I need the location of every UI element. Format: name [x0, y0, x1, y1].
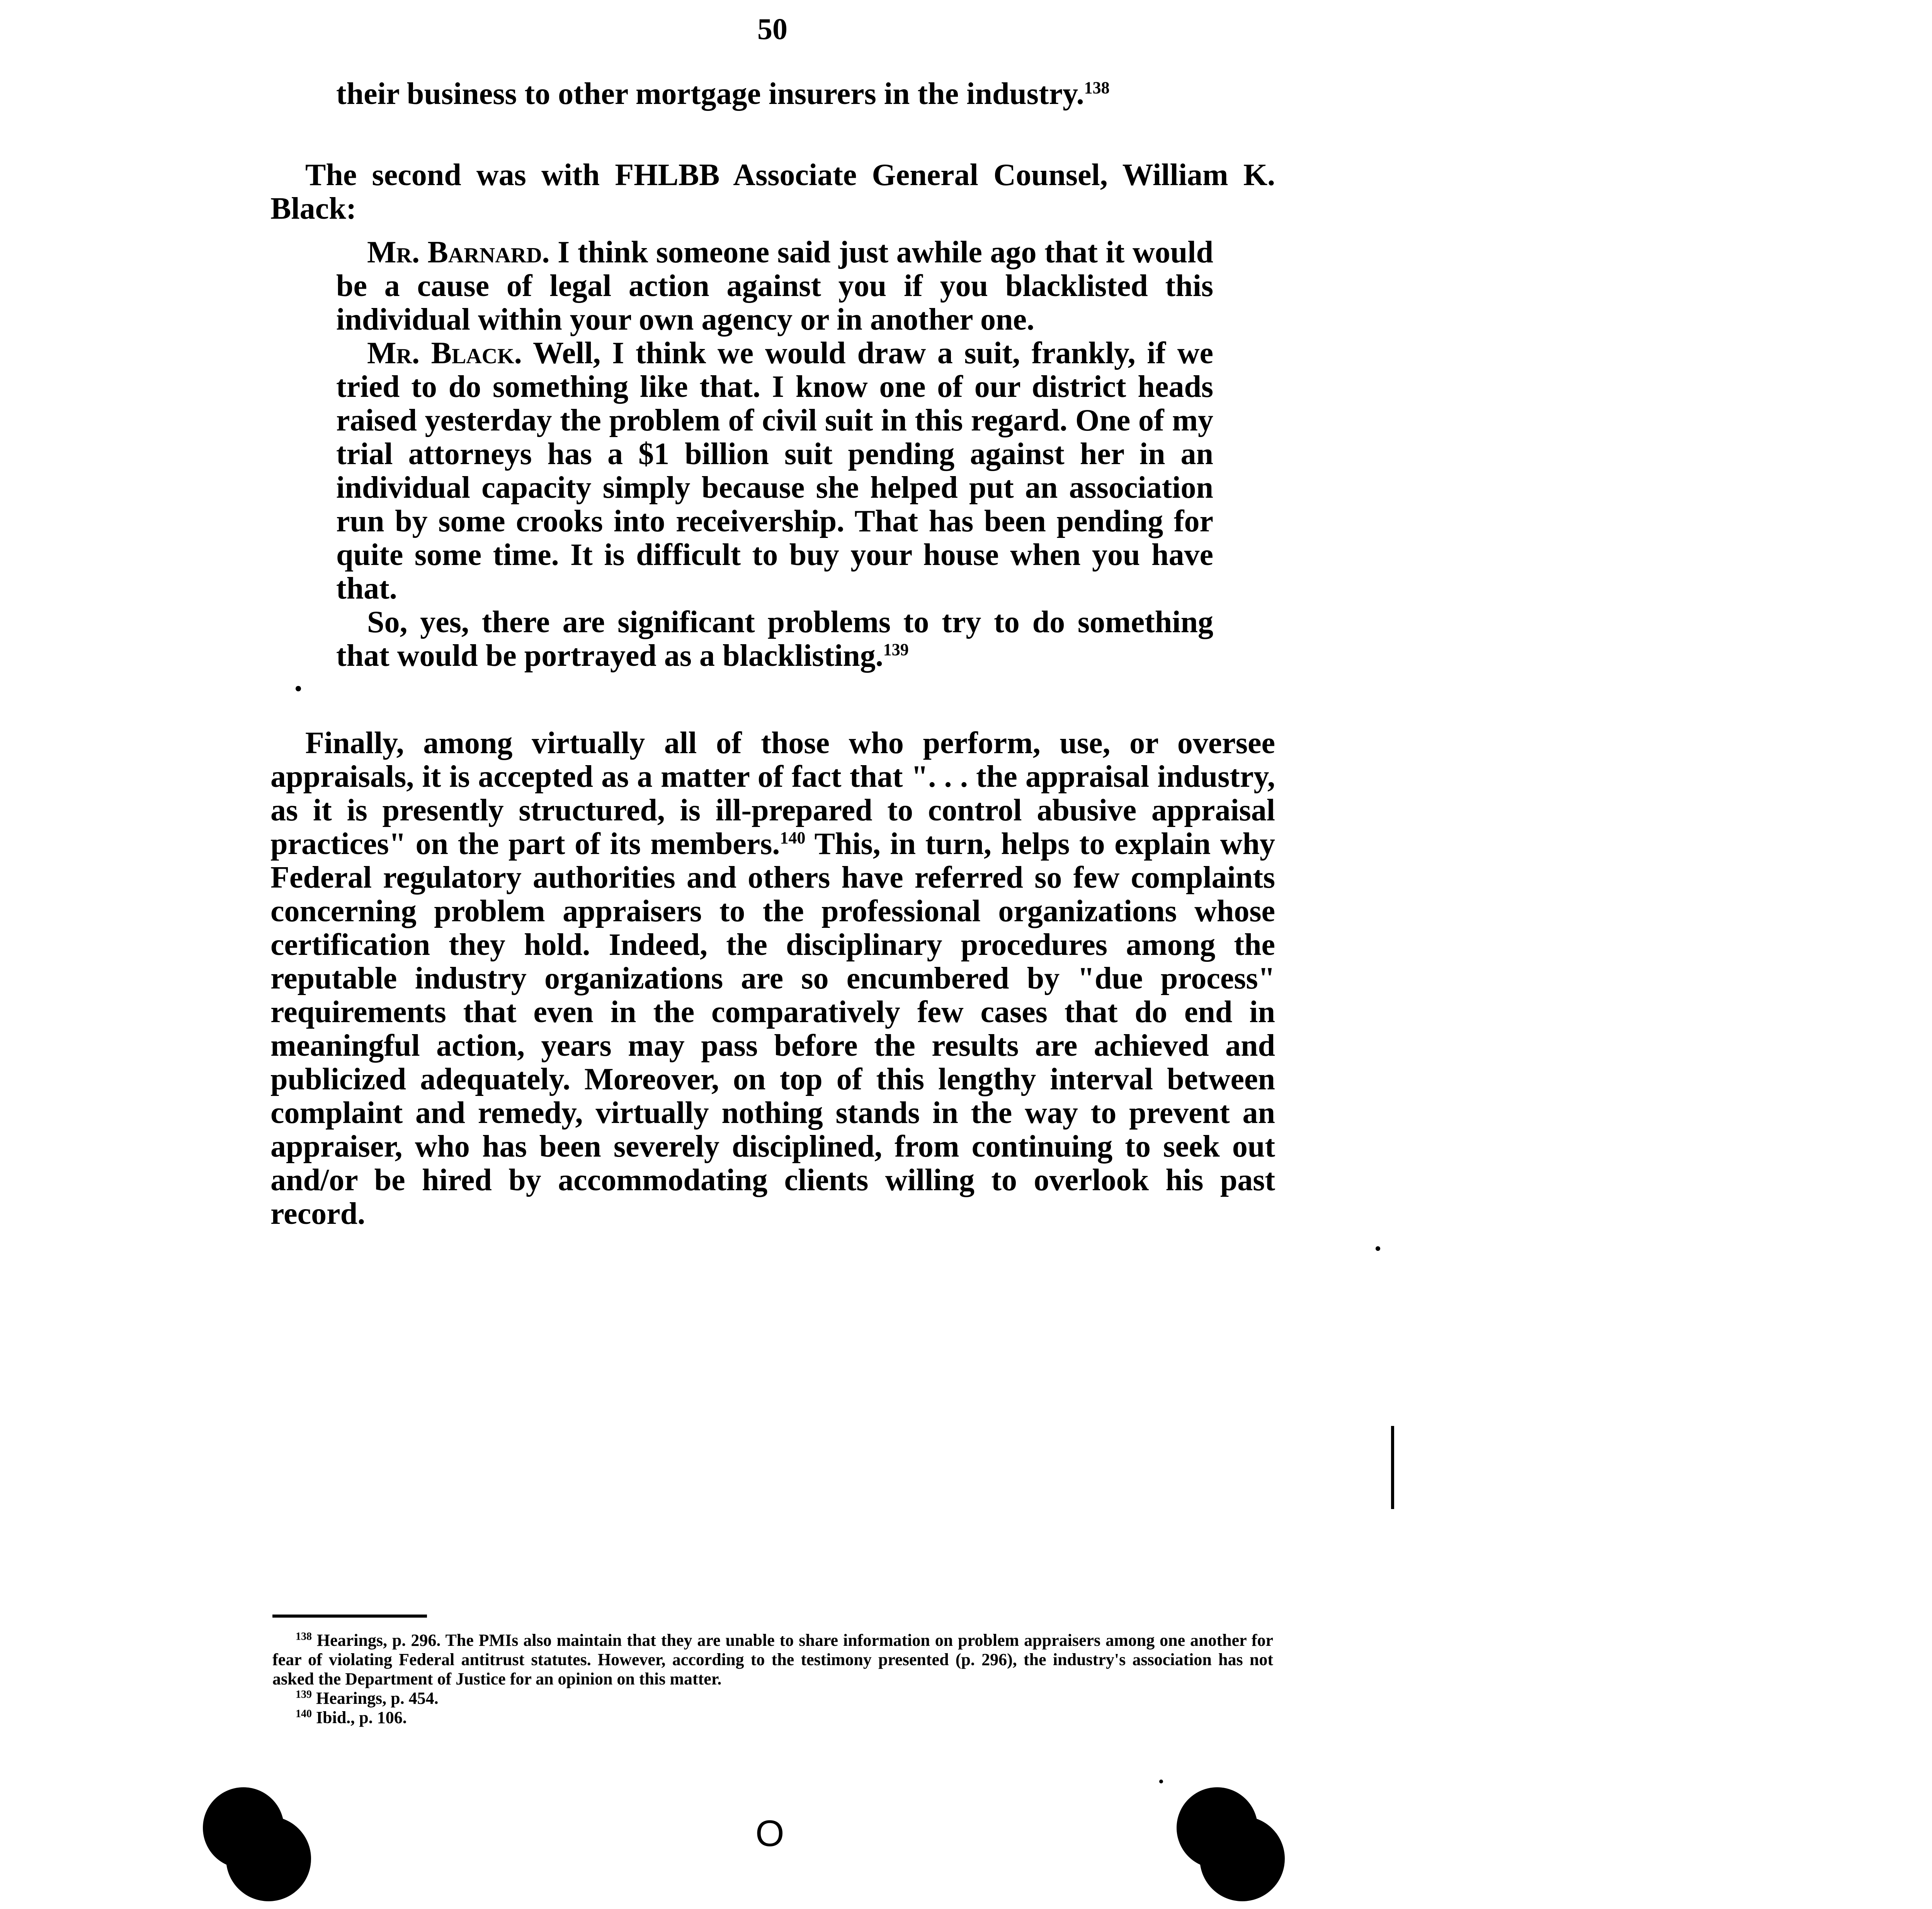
binder-hole-left — [201, 1785, 325, 1909]
footnote-138 — [272, 1631, 1273, 1689]
quote-black-continued-text: So, yes, there are significant problems to try to do something that would be portrayed as a blacklisting. — [336, 605, 1213, 673]
quote-barnard — [336, 236, 1213, 337]
footnotes — [272, 1631, 1273, 1727]
continuation-text: their business to other mortgage insurers in the industry. — [336, 77, 1084, 111]
scan-artifact-line — [1391, 1426, 1394, 1509]
quote-barnard-text: I think someone said just awhile ago that it would be a cause of legal action against you if you blacklisted this individual within your own agency or in another one. — [336, 235, 1213, 337]
binder-hole-center — [1175, 1785, 1298, 1909]
footnote-ref-138: 138 — [1084, 78, 1110, 97]
testimony-quote — [336, 236, 1213, 673]
intro-paragraph: The second was with FHLBB Associate General Counsel, William K. Black: — [270, 158, 1275, 226]
quote-black — [336, 337, 1213, 606]
footnote-number: 140 — [296, 1708, 312, 1720]
footnote-140 — [272, 1708, 1273, 1727]
speaker-black: Mr. Black. — [367, 336, 522, 370]
footnote-ref-139: 139 — [883, 640, 909, 659]
footnote-text: Hearings, p. 296. The PMIs also maintain that they are unable to share information on problem appraisers among one another for fear of violating Federal antitrust statutes. However, according to the testimony presented (p. 296), the industry's association has not asked the Department of Justice for an opinion on this matter. — [272, 1631, 1273, 1688]
quote-black-text: Well, I think we would draw a suit, frankly, if we tried to do something like that. I know one of our district heads raised yesterday the problem of civil suit in this regard. One of my trial attorneys has a $1 billion suit pending against her in an individual capacity simply because she helped put an association run by some crooks into receivership. That has been pending for quite some time. It is difficult to buy your house when you have that. — [336, 336, 1213, 606]
footnote-ref-140: 140 — [780, 828, 806, 847]
scan-speck — [1159, 1780, 1163, 1783]
footnote-number: 138 — [296, 1630, 312, 1643]
finally-text-part1: Finally, among virtually all of those who perform, use, or oversee appraisals, it is accepted as a matter of fact that ". . . the appraisal industry, as it is presently structured, is ill-prepared to control abusive appraisal practices" on the part of its members. — [270, 726, 1275, 861]
footnote-139 — [272, 1689, 1273, 1708]
scan-speck — [1376, 1246, 1380, 1251]
quote-black-continued — [336, 606, 1213, 673]
footnote-number: 139 — [296, 1688, 312, 1701]
page-number: 50 — [757, 12, 787, 46]
footnote-rule — [272, 1615, 427, 1618]
footnote-text: Ibid., p. 106. — [312, 1708, 407, 1727]
finally-text-part2: This, in turn, helps to explain why Federal regulatory authorities and others have referred so few complaints concerning problem appraisers to the professional organizations whose certification they hold. Indeed, the disciplinary procedures among the reputable industry organizations are so encumbered by "due process" requirements that even in the comparatively few cases that do end in meaningful action, years may pass before the results are achieved and publicized adequately. Moreover, on top of this lengthy interval between complaint and remedy, virtually nothing stands in the way to prevent an appraiser, who has been severely disciplined, from continuing to seek out and/or be hired by accommodating clients willing to overlook his past record. — [270, 827, 1276, 1231]
finally-paragraph — [270, 727, 1275, 1231]
speaker-barnard: Mr. Barnard. — [367, 235, 550, 269]
scan-speck — [296, 686, 301, 691]
footnote-text: Hearings, p. 454. — [312, 1689, 439, 1708]
page-bottom-mark: O — [755, 1813, 784, 1854]
continuation-paragraph — [336, 77, 1225, 111]
